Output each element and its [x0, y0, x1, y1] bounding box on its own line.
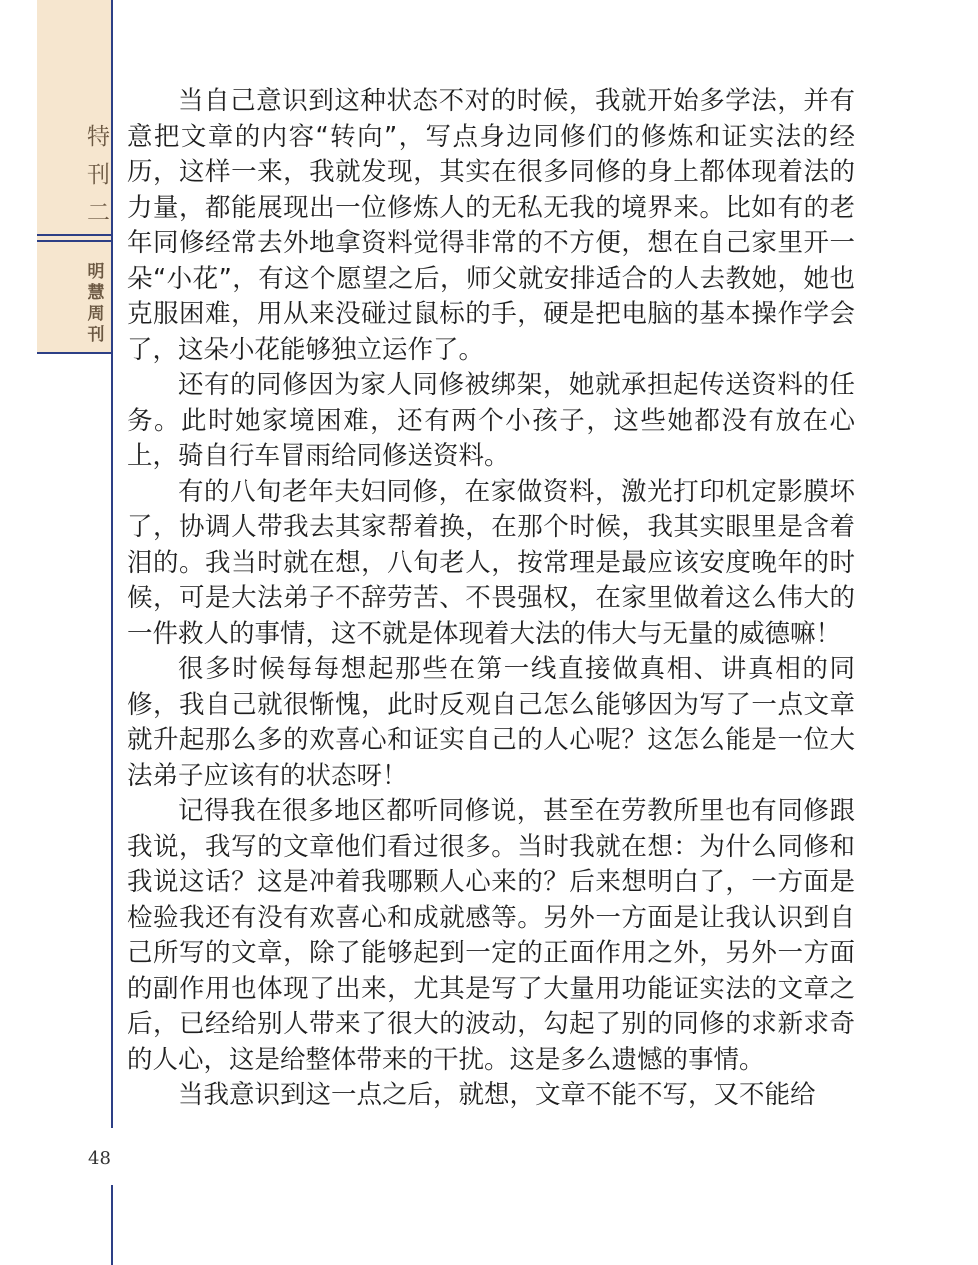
paragraph: 还有的同修因为家人同修被绑架，她就承担起传送资料的任务。此时她家境困难，还有两个小孩子，这些她都没有放在心上，骑自行车冒雨给同修送资料。 [127, 370, 855, 471]
paragraph: 当我意识到这一点之后，就想，文章不能不写，又不能给 [178, 1080, 816, 1110]
sidebar-section-title: 特刊二 [87, 124, 110, 226]
paragraph: 当自己意识到这种状态不对的时候，我就开始多学法，并有意把文章的内容“转向”，写点身边同修们的修炼和证实法的经历，这样一来，我就发现，其实在很多同修的身上都体现着法的力量，都能展现出一位修炼人的无私无我的境界来。比如有的老年同修经常去外地拿资料觉得非常的不方便，想在自己家里开一朵“小花”，有这个愿望之后，师父就安排适合的人去教她，她也克服困难，用从来没碰过鼠标的手，硬是把电脑的基本操作学会了，这朵小花能够独立运作了。 [127, 86, 855, 365]
paragraph: 记得我在很多地区都听同修说，甚至在劳教所里也有同修跟我说，我写的文章他们看过很多。当时我就在想：为什么同修和我说这话？这是冲着我哪颗人心来的？后来想明白了，一方面是检验我还有没有欢喜心和成就感等。另外一方面是让我认识到自己所写的文章，除了能够起到一定的正面作用之外，另外一方面的副作用也体现了出来，尤其是写了大量用功能证实法的文章之后，已经给别人带来了很大的波动，勾起了别的同修的求新求奇的人心，这是给整体带来的干扰。这是多么遗憾的事情。 [127, 796, 855, 1075]
sidebar-brand: 明慧周刊 [87, 262, 105, 345]
sidebar-divider-second [37, 240, 112, 242]
paragraph: 很多时候每每想起那些在第一线直接做真相、讲真相的同修，我自己就很惭愧，此时反观自己怎么能够因为写了一点文章就升起那么多的欢喜心和证实自己的人心呢？这怎么能是一位大法弟子应该有的状态呀！ [127, 654, 855, 791]
sidebar-divider-top [37, 234, 112, 236]
article-body [127, 84, 855, 1114]
paragraph: 有的八旬老年夫妇同修，在家做资料，激光打印机定影膜坏了，协调人带我去其家帮着换，在那个时候，我其实眼里是含着泪的。我当时就在想，八旬老人，按常理是最应该安度晚年的时候，可是大法弟子不辞劳苦、不畏强权，在家里做着这么伟大的一件救人的事情，这不就是体现着大法的伟大与无量的威德嘛！ [127, 476, 855, 649]
page-number: 48 [88, 1148, 111, 1169]
margin-rule-upper [111, 0, 113, 1128]
margin-rule-lower [111, 1185, 113, 1265]
sidebar-divider-bottom [37, 352, 112, 354]
